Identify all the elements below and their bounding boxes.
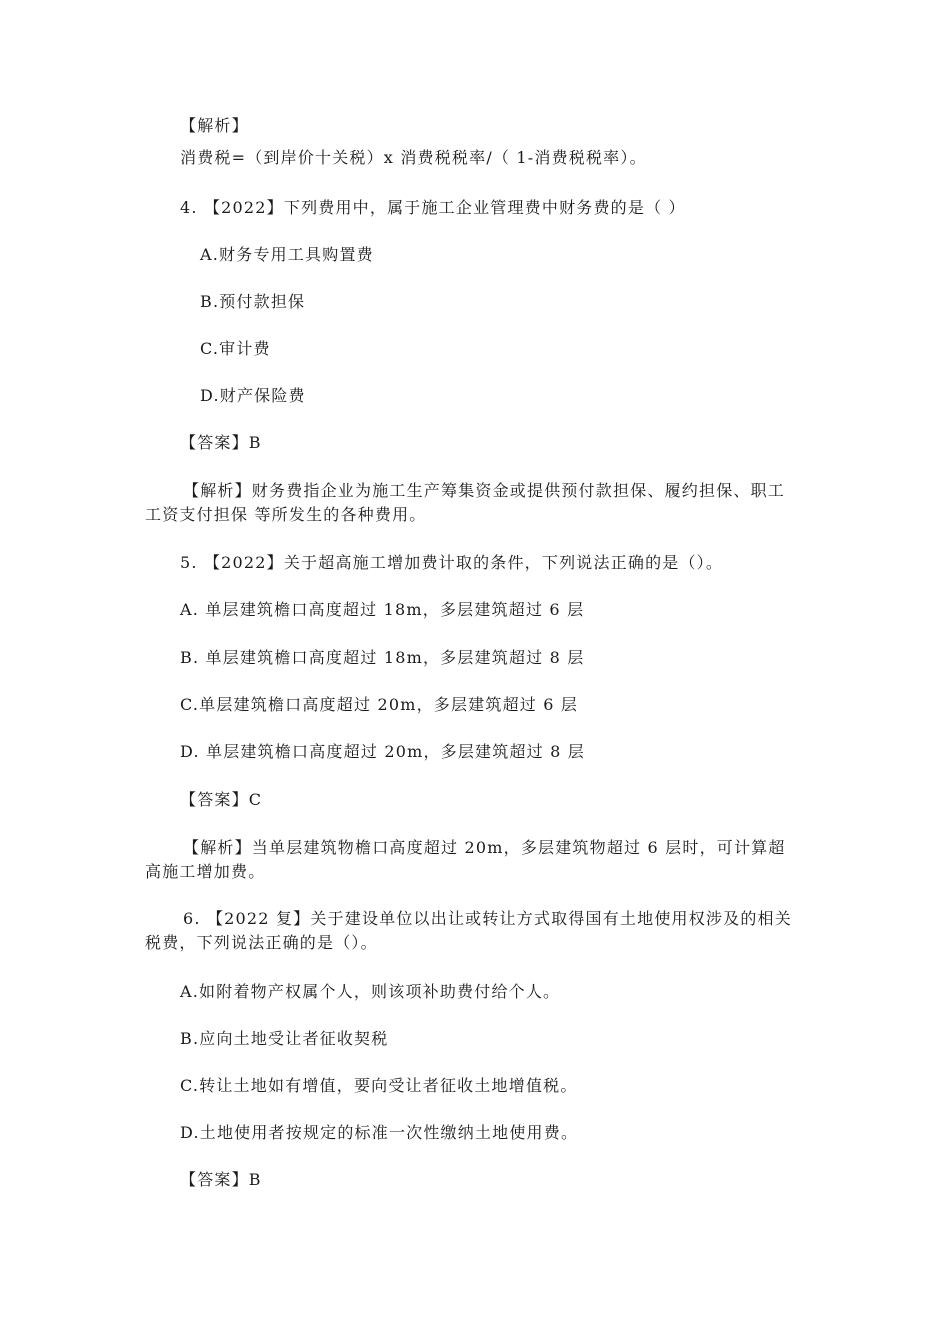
- q5-stem: 5. 【2022】关于超高施工增加费计取的条件，下列说法正确的是（）。: [180, 553, 724, 572]
- q4-jiexi: 【解析】财务费指企业为施工生产筹集资金或提供预付款担保、履约担保、职工工资支付担保 等所发生的各种费用。: [145, 481, 786, 524]
- q4-answer: 【答案】B: [180, 433, 262, 452]
- q5-option-b: B. 单层建筑檐口高度超过 18m，多层建筑超过 8 层: [180, 648, 585, 667]
- q4-option-a: A.财务专用工具购置费: [200, 245, 374, 264]
- q4-option-d: D.财产保险费: [200, 386, 306, 405]
- q3-jiexi-text: 消费税=（到岸价十关税）x 消费税税率/（ 1-消费税税率）。: [180, 148, 647, 167]
- q5-answer: 【答案】C: [180, 790, 263, 809]
- q6-option-b: B.应向土地受让者征收契税: [180, 1029, 389, 1048]
- q6-option-a: A.如附着物产权属个人，则该项补助费付给个人。: [180, 982, 561, 1001]
- q4-option-b: B.预付款担保: [200, 292, 306, 311]
- q5-jiexi: 【解析】当单层建筑物檐口高度超过 20m，多层建筑物超过 6 层时，可计算超高施工增加费。: [145, 838, 786, 881]
- q4-option-c: C.审计费: [200, 339, 271, 358]
- q6-stem: 6. 【2022 复】关于建设单位以出让或转让方式取得国有土地使用权涉及的相关税费，下列说法正确的是（）。: [145, 909, 792, 952]
- q6-option-d: D.土地使用者按规定的标准一次性缴纳土地使用费。: [180, 1123, 579, 1142]
- q6-answer: 【答案】B: [180, 1170, 262, 1189]
- q6-option-c: C.转让土地如有增值，要向受让者征收土地增值税。: [180, 1076, 578, 1095]
- q3-jiexi-label: 【解析】: [180, 116, 249, 135]
- q5-option-c: C.单层建筑檐口高度超过 20m，多层建筑超过 6 层: [180, 695, 579, 714]
- q5-option-d: D. 单层建筑檐口高度超过 20m，多层建筑超过 8 层: [180, 742, 585, 761]
- q4-stem: 4. 【2022】下列费用中，属于施工企业管理费中财务费的是（ ）: [180, 198, 686, 217]
- q5-option-a: A. 单层建筑檐口高度超过 18m，多层建筑超过 6 层: [180, 600, 585, 619]
